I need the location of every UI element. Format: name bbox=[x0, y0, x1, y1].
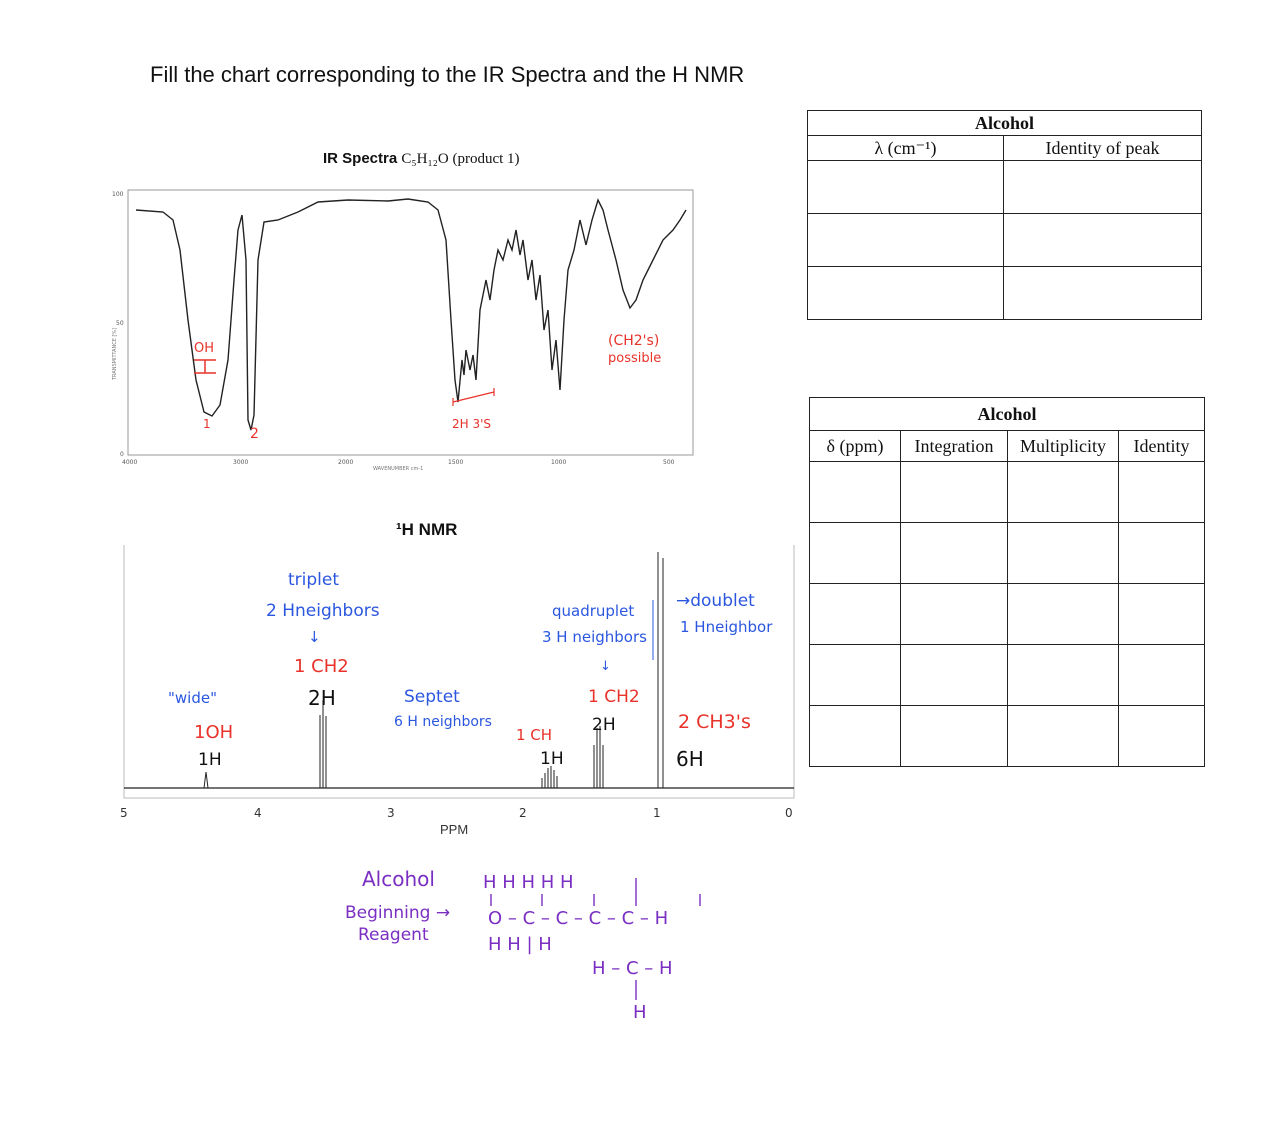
atom-label: H H | H bbox=[488, 934, 552, 955]
ir-table-header: Alcohol bbox=[808, 111, 1202, 136]
ir-ylabel: TRANSMITTANCE [%] bbox=[112, 327, 118, 380]
nmr-triplet-count: 2H bbox=[308, 686, 336, 710]
nmr-table-cell[interactable] bbox=[901, 523, 1008, 584]
nmr-table-cell[interactable] bbox=[1119, 523, 1205, 584]
ir-table-cell[interactable] bbox=[808, 267, 1004, 320]
ir-ytick-0: 0 bbox=[120, 451, 124, 458]
nmr-quad-count: 2H bbox=[592, 715, 616, 735]
ir-table-cell[interactable] bbox=[808, 161, 1004, 214]
ir-oh-label: OH bbox=[194, 341, 215, 356]
nmr-table-cell[interactable] bbox=[1119, 462, 1205, 523]
ir-table-cell[interactable] bbox=[1004, 214, 1202, 267]
ir-spectrum bbox=[108, 180, 708, 470]
nmr-xtick-1: 1 bbox=[653, 806, 661, 820]
nmr-table-cell[interactable] bbox=[1008, 523, 1119, 584]
ir-peak2-label: 2 bbox=[250, 426, 259, 442]
nmr-peak-oh bbox=[204, 772, 208, 788]
nmr-quad-arrow: ↓ bbox=[600, 659, 611, 674]
ir-xtick-2000: 2000 bbox=[338, 459, 354, 466]
nmr-peaks bbox=[204, 552, 663, 788]
nmr-ch3-count: 6H bbox=[676, 747, 704, 771]
ir-peak1-label: 1 bbox=[203, 417, 211, 431]
nmr-table-col-identity: Identity bbox=[1119, 431, 1205, 462]
ir-answer-table bbox=[807, 110, 1202, 320]
nmr-table-header: Alcohol bbox=[810, 398, 1205, 431]
structure-beginning: Beginning → bbox=[345, 903, 451, 923]
nmr-table-col-shift: δ (ppm) bbox=[810, 431, 901, 462]
ir-ytick-50: 50 bbox=[116, 320, 124, 327]
nmr-table-cell[interactable] bbox=[901, 645, 1008, 706]
nmr-table-cell[interactable] bbox=[1008, 706, 1119, 767]
nmr-ch3-label: 2 CH3's bbox=[678, 711, 751, 733]
ir-possible-label: possible bbox=[608, 351, 662, 366]
ir-table-col-identity: Identity of peak bbox=[1004, 136, 1202, 161]
nmr-table-cell[interactable] bbox=[1008, 462, 1119, 523]
ir-xtick-1000: 1000 bbox=[551, 459, 567, 466]
alcohol-structure bbox=[340, 848, 760, 1028]
nmr-xtick-3: 3 bbox=[387, 806, 395, 820]
nmr-table-col-multiplicity: Multiplicity bbox=[1008, 431, 1119, 462]
ir-ch2s-label: (CH2's) bbox=[608, 333, 660, 349]
atom-label: H – C – H bbox=[592, 958, 673, 979]
atom-label: O – C – C – C – C – H bbox=[488, 908, 669, 929]
ir-trace bbox=[136, 199, 686, 430]
nmr-xlabel: PPM bbox=[440, 822, 469, 837]
nmr-table-cell[interactable] bbox=[901, 706, 1008, 767]
nmr-answer-table bbox=[809, 397, 1205, 767]
nmr-title: ¹H NMR bbox=[396, 520, 458, 539]
nmr-xtick-5: 5 bbox=[120, 806, 128, 820]
ir-ch2-group-label: 2H 3'S bbox=[452, 417, 492, 431]
ir-table-cell[interactable] bbox=[1004, 267, 1202, 320]
nmr-table-cell[interactable] bbox=[1008, 584, 1119, 645]
structure-reagent: Reagent bbox=[358, 925, 429, 945]
ir-table-col-wavenumber: λ (cm⁻¹) bbox=[808, 136, 1004, 161]
nmr-oh-label: 1OH bbox=[194, 722, 234, 743]
nmr-table-col-integration: Integration bbox=[901, 431, 1008, 462]
nmr-table-cell[interactable] bbox=[901, 462, 1008, 523]
nmr-oh-count: 1H bbox=[198, 750, 222, 770]
nmr-wide-label: "wide" bbox=[168, 689, 217, 707]
ir-table-cell[interactable] bbox=[1004, 161, 1202, 214]
nmr-xtick-0: 0 bbox=[785, 806, 793, 820]
nmr-xtick-2: 2 bbox=[519, 806, 527, 820]
structure-atoms bbox=[483, 872, 673, 1023]
ir-title-formula: C₅H₁₂O (product 1) bbox=[401, 151, 520, 167]
nmr-quad-label: quadruplet bbox=[552, 602, 635, 620]
nmr-table-cell[interactable] bbox=[1119, 706, 1205, 767]
nmr-triplet-ch2: 1 CH2 bbox=[294, 656, 349, 677]
ir-xtick-4000: 4000 bbox=[122, 459, 138, 466]
nmr-xtick-4: 4 bbox=[254, 806, 262, 820]
structure-name: Alcohol bbox=[362, 867, 435, 891]
nmr-quad-neighbors: 3 H neighbors bbox=[542, 628, 647, 646]
nmr-table-cell[interactable] bbox=[810, 645, 901, 706]
nmr-ch-count: 1H bbox=[540, 749, 564, 769]
ir-table-cell[interactable] bbox=[808, 214, 1004, 267]
nmr-table-cell[interactable] bbox=[1119, 645, 1205, 706]
nmr-table-cell[interactable] bbox=[810, 706, 901, 767]
nmr-ch-label: 1 CH bbox=[516, 726, 553, 744]
ir-xtick-1500: 1500 bbox=[448, 459, 464, 466]
ir-ytick-100: 100 bbox=[112, 191, 124, 198]
nmr-doublet-label: →doublet bbox=[676, 591, 755, 611]
ir-oh-bracket bbox=[194, 360, 216, 373]
nmr-table-cell[interactable] bbox=[810, 584, 901, 645]
nmr-triplet-arrow: ↓ bbox=[308, 628, 321, 646]
nmr-table-cell[interactable] bbox=[1119, 584, 1205, 645]
nmr-triplet-label: triplet bbox=[288, 570, 340, 590]
nmr-quad-ch2: 1 CH2 bbox=[588, 687, 640, 707]
nmr-septet-neighbors: 6 H neighbors bbox=[394, 714, 492, 730]
ir-title-bold: IR Spectra bbox=[323, 150, 398, 167]
ir-xtick-3000: 3000 bbox=[233, 459, 249, 466]
instruction-text: Fill the chart corresponding to the IR Spectra and the H NMR bbox=[150, 62, 745, 87]
atom-label: H bbox=[633, 1002, 647, 1023]
ir-xlabel: WAVENUMBER cm-1 bbox=[373, 466, 424, 470]
nmr-table-cell[interactable] bbox=[901, 584, 1008, 645]
nmr-table-cell[interactable] bbox=[810, 523, 901, 584]
nmr-septet-label: Septet bbox=[404, 687, 460, 707]
ir-title bbox=[323, 150, 520, 168]
ir-xtick-500: 500 bbox=[663, 459, 675, 466]
nmr-table-cell[interactable] bbox=[1008, 645, 1119, 706]
atom-label: H H H H H bbox=[483, 872, 574, 893]
nmr-spectrum bbox=[108, 540, 798, 830]
nmr-table-cell[interactable] bbox=[810, 462, 901, 523]
nmr-doublet-neighbors: 1 Hneighbor bbox=[680, 618, 773, 636]
nmr-triplet-neighbors: 2 Hneighbors bbox=[266, 601, 380, 621]
